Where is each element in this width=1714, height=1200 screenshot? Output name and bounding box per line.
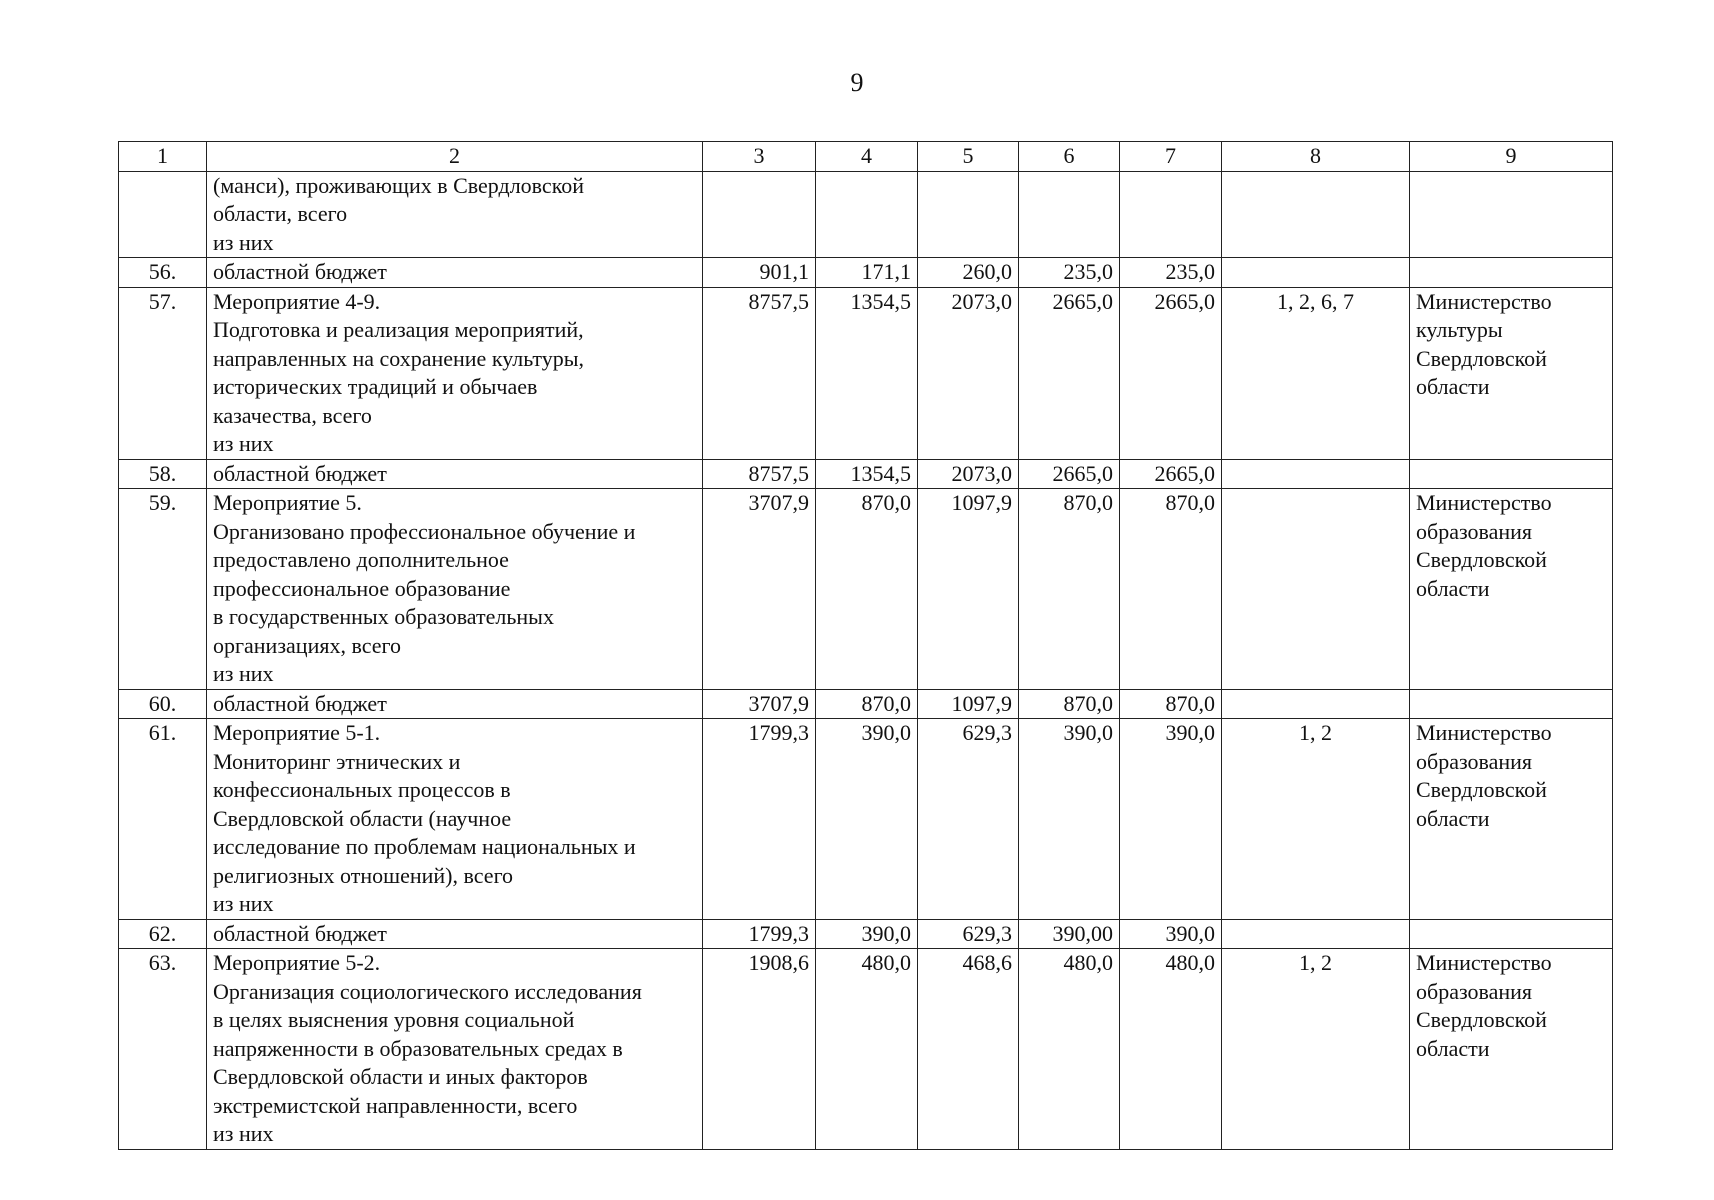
value-cell-year-1: 1354,5 (816, 459, 918, 489)
executor-cell (1410, 919, 1613, 949)
activity-name-cell: областной бюджет (207, 919, 703, 949)
target-indicators-cell (1222, 689, 1410, 719)
value-cell-year-1: 171,1 (816, 258, 918, 288)
target-indicators-cell (1222, 919, 1410, 949)
value-cell-year-2: 260,0 (918, 258, 1019, 288)
executor-cell: Министерство образования Свердловской области (1410, 489, 1613, 690)
header-cell: 3 (703, 142, 816, 172)
activity-name-cell: Мероприятие 5-2. Организация социологического исследования в целях выяснения уровня социальной напряженности в образовательных средах в Свердловской области и иных факторов экстремистской направленности, всего из них (207, 949, 703, 1150)
value-cell-year-4: 390,0 (1120, 719, 1222, 920)
header-cell: 5 (918, 142, 1019, 172)
row-number-cell (119, 171, 207, 258)
row-number-cell: 60. (119, 689, 207, 719)
value-cell-year-2 (918, 171, 1019, 258)
row-number-cell: 61. (119, 719, 207, 920)
value-cell-total (703, 171, 816, 258)
value-cell-year-4: 235,0 (1120, 258, 1222, 288)
value-cell-year-4: 870,0 (1120, 489, 1222, 690)
target-indicators-cell (1222, 258, 1410, 288)
value-cell-total: 3707,9 (703, 689, 816, 719)
activity-name-cell: (манси), проживающих в Свердловской области, всего из них (207, 171, 703, 258)
value-cell-year-2: 1097,9 (918, 489, 1019, 690)
program-table (118, 141, 1613, 1150)
executor-cell (1410, 689, 1613, 719)
activity-name-cell: областной бюджет (207, 689, 703, 719)
executor-cell: Министерство образования Свердловской области (1410, 719, 1613, 920)
table-row (119, 489, 1613, 690)
header-cell: 6 (1019, 142, 1120, 172)
page-number: 9 (850, 68, 864, 97)
table-row (119, 689, 1613, 719)
row-number-cell: 63. (119, 949, 207, 1150)
value-cell-year-1: 390,0 (816, 919, 918, 949)
target-indicators-cell: 1, 2 (1222, 949, 1410, 1150)
value-cell-year-3: 390,0 (1019, 719, 1120, 920)
table-row (119, 919, 1613, 949)
value-cell-year-4: 2665,0 (1120, 459, 1222, 489)
value-cell-year-4: 390,0 (1120, 919, 1222, 949)
target-indicators-cell (1222, 171, 1410, 258)
value-cell-year-1: 870,0 (816, 689, 918, 719)
value-cell-year-2: 1097,9 (918, 689, 1019, 719)
value-cell-year-4: 480,0 (1120, 949, 1222, 1150)
header-row (119, 142, 1613, 172)
header-cell: 7 (1120, 142, 1222, 172)
value-cell-total: 3707,9 (703, 489, 816, 690)
row-number-cell: 59. (119, 489, 207, 690)
table-row (119, 258, 1613, 288)
value-cell-total: 1799,3 (703, 919, 816, 949)
value-cell-year-3 (1019, 171, 1120, 258)
value-cell-total: 8757,5 (703, 287, 816, 459)
value-cell-year-3: 235,0 (1019, 258, 1120, 288)
activity-name-cell: областной бюджет (207, 258, 703, 288)
value-cell-year-2: 2073,0 (918, 459, 1019, 489)
header-cell: 9 (1410, 142, 1613, 172)
executor-cell: Министерство образования Свердловской области (1410, 949, 1613, 1150)
activity-name-cell: областной бюджет (207, 459, 703, 489)
activity-name-cell: Мероприятие 4-9. Подготовка и реализация мероприятий, направленных на сохранение культуры, исторических традиций и обычаев казачества, всего из них (207, 287, 703, 459)
value-cell-year-3: 2665,0 (1019, 287, 1120, 459)
target-indicators-cell (1222, 459, 1410, 489)
value-cell-total: 1908,6 (703, 949, 816, 1150)
row-number-cell: 58. (119, 459, 207, 489)
value-cell-year-1: 390,0 (816, 719, 918, 920)
value-cell-year-3: 870,0 (1019, 489, 1120, 690)
executor-cell (1410, 171, 1613, 258)
target-indicators-cell: 1, 2, 6, 7 (1222, 287, 1410, 459)
activity-name-cell: Мероприятие 5. Организовано профессиональное обучение и предоставлено дополнительное профессиональное образование в государственных образовательных организациях, всего из них (207, 489, 703, 690)
target-indicators-cell (1222, 489, 1410, 690)
table-row (119, 719, 1613, 920)
table-row (119, 459, 1613, 489)
header-cell: 2 (207, 142, 703, 172)
value-cell-year-3: 480,0 (1019, 949, 1120, 1150)
row-number-cell: 56. (119, 258, 207, 288)
value-cell-year-2: 629,3 (918, 919, 1019, 949)
value-cell-year-1: 870,0 (816, 489, 918, 690)
table-row (119, 949, 1613, 1150)
header-cell: 8 (1222, 142, 1410, 172)
table-row (119, 171, 1613, 258)
header-cell: 4 (816, 142, 918, 172)
value-cell-year-1 (816, 171, 918, 258)
value-cell-year-2: 629,3 (918, 719, 1019, 920)
value-cell-year-3: 2665,0 (1019, 459, 1120, 489)
executor-cell: Министерство культуры Свердловской области (1410, 287, 1613, 459)
executor-cell (1410, 459, 1613, 489)
value-cell-year-1: 1354,5 (816, 287, 918, 459)
value-cell-year-4: 2665,0 (1120, 287, 1222, 459)
header-cell: 1 (119, 142, 207, 172)
value-cell-year-3: 870,0 (1019, 689, 1120, 719)
target-indicators-cell: 1, 2 (1222, 719, 1410, 920)
value-cell-year-4 (1120, 171, 1222, 258)
table-row (119, 287, 1613, 459)
value-cell-total: 8757,5 (703, 459, 816, 489)
executor-cell (1410, 258, 1613, 288)
value-cell-total: 1799,3 (703, 719, 816, 920)
value-cell-year-2: 2073,0 (918, 287, 1019, 459)
value-cell-year-1: 480,0 (816, 949, 918, 1150)
activity-name-cell: Мероприятие 5-1. Мониторинг этнических и конфессиональных процессов в Свердловской области (научное исследование по проблемам национальных и религиозных отношений), всего из них (207, 719, 703, 920)
value-cell-year-4: 870,0 (1120, 689, 1222, 719)
value-cell-year-3: 390,00 (1019, 919, 1120, 949)
row-number-cell: 57. (119, 287, 207, 459)
value-cell-total: 901,1 (703, 258, 816, 288)
value-cell-year-2: 468,6 (918, 949, 1019, 1150)
row-number-cell: 62. (119, 919, 207, 949)
